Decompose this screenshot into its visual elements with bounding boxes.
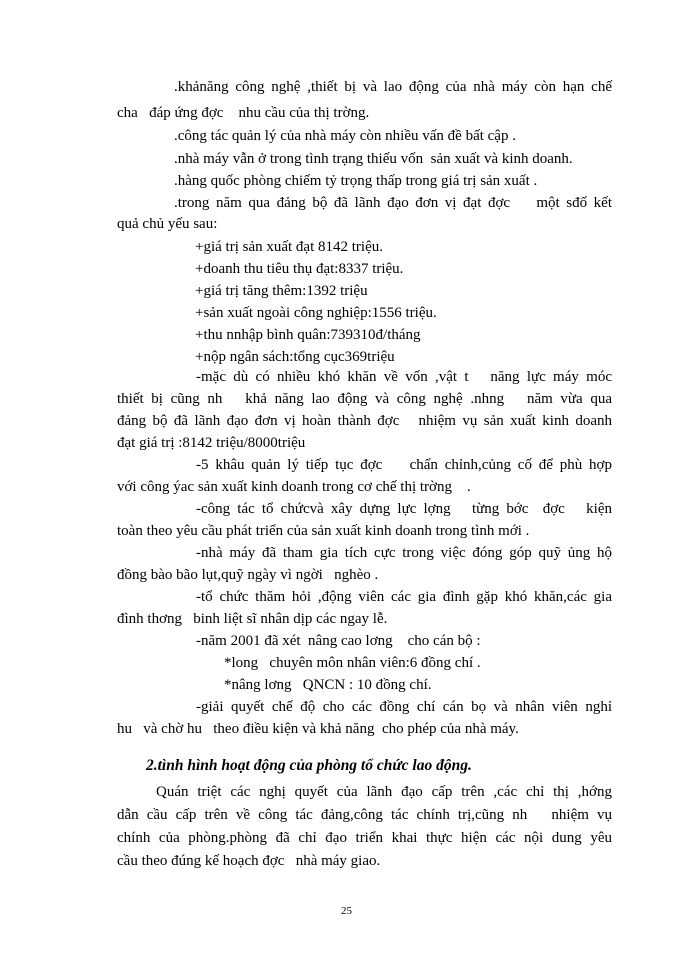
text-line: chính của phòng.phòng đã chỉ đạo triển khai thực hiện các nội dung yêu — [117, 830, 612, 846]
text-line: +sản xuất ngoài công nghiệp:1556 triệu. — [195, 305, 437, 321]
text-line: Quán triệt các nghị quyết của lãnh đạo cấp trên ,các chỉ thị ,hớng — [156, 784, 612, 800]
text-line: dẫn cầu cấp trên về công tác đảng,công tác chính trị,cũng nh nhiệm vụ — [117, 807, 612, 823]
text-line: .trong năm qua đảng bộ đã lãnh đạo đơn vị đạt đợc một sđố kết — [174, 195, 612, 211]
text-line: -5 khâu quản lý tiếp tục đợc chấn chỉnh,củng cố để phù hợp — [196, 457, 612, 473]
text-line: +giá trị tăng thêm:1392 triệu — [195, 283, 368, 299]
text-line: đình thơng binh liệt sĩ nhân dịp các ngay lễ. — [117, 611, 388, 627]
text-line: .hàng quốc phòng chiếm tỷ trọng thấp trong giá trị sản xuất . — [174, 173, 538, 189]
text-line: .công tác quản lý của nhà máy còn nhiều vấn đề bất cập . — [174, 128, 516, 144]
text-line: .khảnăng công nghệ ,thiết bị và lao động của nhà máy còn hạn chế — [174, 79, 612, 95]
text-line: cha đáp ứng đợc nhu cầu của thị trờng. — [117, 105, 370, 121]
text-line: với công ýac sản xuất kinh doanh trong cơ chế thị trờng . — [117, 479, 471, 495]
text-line: +doanh thu tiêu thụ đạt:8337 triệu. — [195, 261, 404, 277]
text-line: đạt giá trị :8142 triệu/8000triệu — [117, 435, 306, 451]
page-number: 25 — [341, 905, 352, 917]
text-line: cầu theo đúng kế hoạch đợc nhà máy giao. — [117, 853, 381, 869]
text-line: hu và chờ hu theo điều kiện và khả năng cho phép của nhà máy. — [117, 721, 519, 737]
text-line: .nhà máy vẫn ở trong tình trạng thiếu vốn sản xuất và kinh doanh. — [174, 151, 573, 167]
text-line: -công tác tổ chứcvà xây dựng lực lợng từng bớc đợc kiện — [196, 501, 612, 517]
text-line: đồng bào bão lụt,quỹ ngày vì ngời nghèo . — [117, 567, 379, 583]
text-line: đảng bộ đã lãnh đạo đơn vị hoàn thành đợc nhiệm vụ sản xuất kinh doanh — [117, 413, 612, 429]
text-line: +giá trị sản xuất đạt 8142 triệu. — [195, 239, 383, 255]
text-line: +nộp ngân sách:tổng cục369triệu — [195, 349, 395, 365]
text-line: *nâng lơng QNCN : 10 đồng chí. — [224, 677, 432, 693]
text-line: -năm 2001 đã xét nâng cao lơng cho cán bộ : — [196, 633, 481, 649]
text-line: quả chủ yếu sau: — [117, 216, 218, 232]
text-line: thiết bị cũng nh khả năng lao động và công nghệ .nhng năm vừa qua — [117, 391, 612, 407]
text-line: +thu nnhập bình quân:739310đ/tháng — [195, 327, 421, 343]
text-line: *long chuyên môn nhân viên:6 đồng chí . — [224, 655, 481, 671]
text-line: -mặc dù có nhiều khó khăn về vốn ,vật t năng lực máy móc — [196, 369, 612, 385]
text-line: -giải quyết chế độ cho các đồng chí cán bọ và nhân viên nghỉ — [196, 699, 612, 715]
text-line: toàn theo yêu cầu phát triển của sản xuất kinh doanh trong tình mới . — [117, 523, 530, 539]
text-line: -tổ chức thăm hỏi ,động viên các gia đình gặp khó khăn,các gia — [196, 589, 612, 605]
text-line: -nhà máy đã tham gia tích cực trong việc đóng góp quỹ ủng hộ — [196, 545, 612, 561]
section-heading: 2.tình hình hoạt động của phòng tổ chức lao động. — [146, 757, 472, 774]
